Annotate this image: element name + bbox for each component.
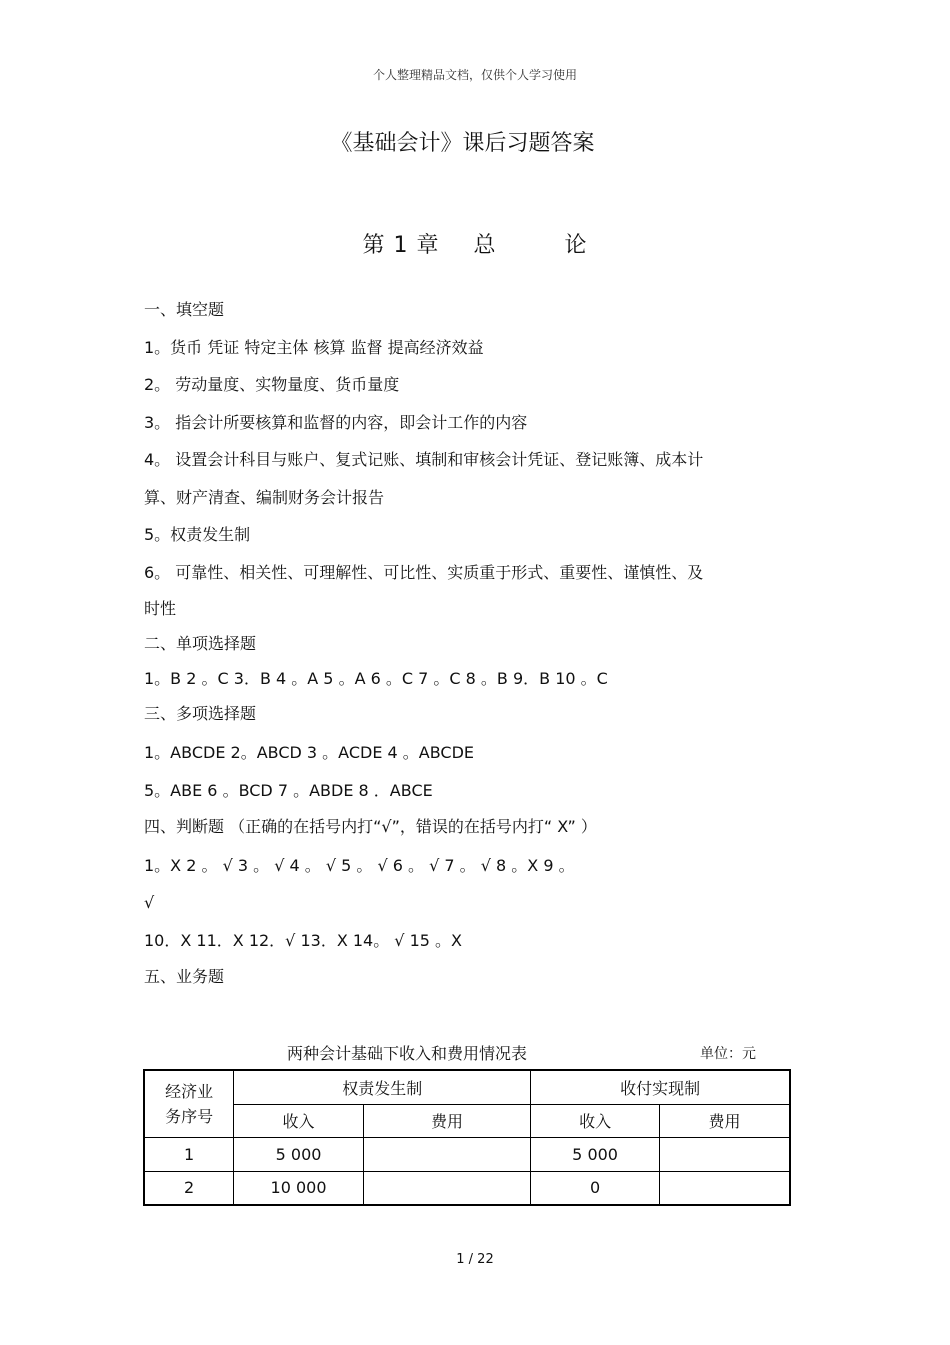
page-header: 个人整理精品文档，仅供个人学习使用: [372, 68, 577, 82]
section-fill-blank: 一、填空题: [144, 300, 225, 319]
cell-cash-income: 0: [531, 1171, 660, 1205]
document-title: 《基础会计》课后习题答案: [330, 131, 595, 156]
answer-line: 2。 劳动量度、实物量度、货币量度: [144, 375, 400, 394]
col-header-expense: 费用: [659, 1104, 790, 1137]
answer-line: √: [144, 893, 155, 912]
cell-cash-expense: [659, 1171, 790, 1205]
section-true-false: 四、判断题 （正确的在括号内打“√”，错误的在括号内打“ X” ）: [144, 817, 597, 836]
col-header-expense: 费用: [363, 1104, 530, 1137]
answer-line: 5。ABE 6 。BCD 7 。ABDE 8 ．ABCE: [144, 781, 433, 800]
cell-accrual-expense: [363, 1137, 530, 1171]
chapter-number: 第 1 章: [362, 233, 440, 258]
chapter-word-2: 论: [564, 233, 588, 258]
answer-line: 1。货币 凭证 特定主体 核算 监督 提高经济效益: [144, 338, 484, 357]
cell-cash-income: 5 000: [531, 1137, 660, 1171]
answer-line: 10．X 11．X 12．√ 13．X 14。 √ 15 。X: [144, 931, 462, 950]
table-row: [144, 1171, 790, 1205]
row-header-line-1: 经济业: [165, 1081, 214, 1101]
section-multi-choice: 三、多项选择题: [144, 704, 257, 723]
row-header-line-2: 务序号: [165, 1106, 214, 1126]
group-header-accrual: 权责发生制: [234, 1070, 531, 1104]
col-header-income: 收入: [531, 1104, 660, 1137]
cell-accrual-expense: [363, 1171, 530, 1205]
group-header-cash: 收付实现制: [531, 1070, 790, 1104]
cell-accrual-income: 5 000: [234, 1137, 364, 1171]
income-expense-table: [143, 1069, 791, 1206]
col-header-income: 收入: [234, 1104, 364, 1137]
section-business: 五、业务题: [144, 967, 225, 986]
page-number: 1 / 22: [456, 1252, 494, 1267]
answer-line: 1。ABCDE 2。ABCD 3 。ACDE 4 。ABCDE: [144, 743, 475, 762]
cell-cash-expense: [659, 1137, 790, 1171]
answer-line: 4。 设置会计科目与账户、复式记账、填制和审核会计凭证、登记账簿、成本计: [144, 450, 704, 469]
answer-line: 5。权责发生制: [144, 525, 251, 544]
answer-line: 6。 可靠性、相关性、可理解性、可比性、实质重于形式、重要性、谨慎性、及: [144, 563, 704, 582]
answer-line: 算、财产清查、编制财务会计报告: [144, 488, 385, 507]
answer-line: 1。X 2 。 √ 3 。 √ 4 。 √ 5 。 √ 6 。 √ 7 。 √ 8 。X 9 。: [144, 856, 575, 875]
table-caption: 两种会计基础下收入和费用情况表: [287, 1044, 528, 1063]
cell-no: 2: [144, 1171, 234, 1205]
chapter-heading: [0, 228, 950, 259]
table-row: [144, 1137, 790, 1171]
chapter-word-1: 总: [473, 233, 497, 258]
answer-line: 3。 指会计所要核算和监督的内容，即会计工作的内容: [144, 413, 528, 432]
answer-line: 1。B 2 。C 3．B 4 。A 5 。A 6 。C 7 。C 8 。B 9．B 10 。C: [144, 669, 608, 688]
row-header-cell: [144, 1070, 234, 1137]
answer-line: 时性: [144, 599, 177, 618]
section-single-choice: 二、单项选择题: [144, 634, 257, 653]
cell-no: 1: [144, 1137, 234, 1171]
cell-accrual-income: 10 000: [234, 1171, 364, 1205]
table-unit: 单位：元: [700, 1046, 756, 1062]
